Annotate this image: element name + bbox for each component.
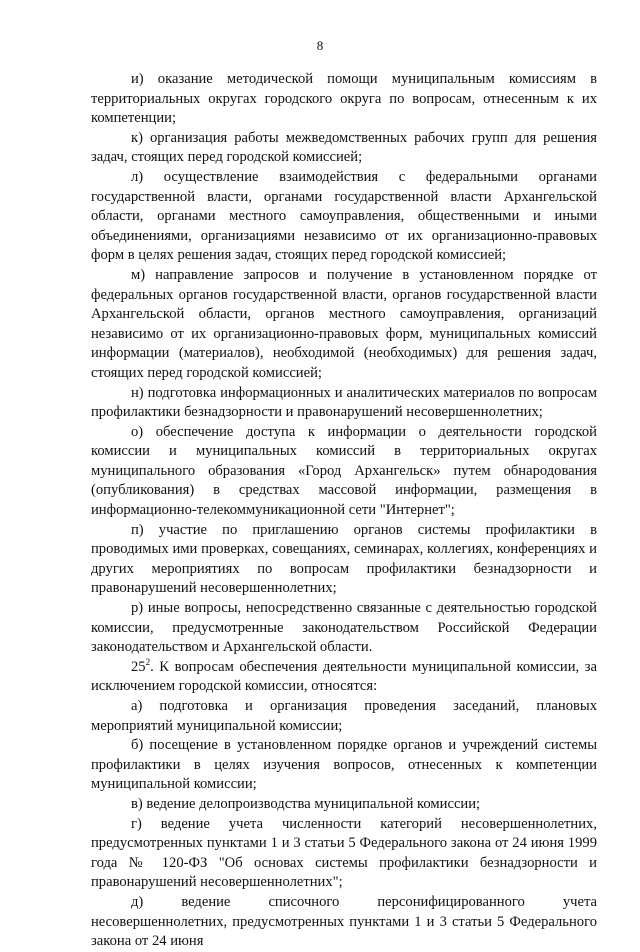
paragraph-item-a: а) подготовка и организация проведения заседаний, плановых мероприятий муниципальной комиссии;	[91, 698, 597, 734]
paragraph-item-n: н) подготовка информационных и аналитических материалов по вопросам профилактики безнадзорности и правонарушений несовершеннолетних;	[91, 384, 597, 421]
page-number: 8	[316, 38, 324, 53]
section-number: 25	[131, 658, 146, 675]
paragraph-item-p: п) участие по приглашению органов системы профилактики в проводимых ими проверках, совещаниях, семинарах, коллегиях, конференциях и других мероприятиях по вопросам профилактики безнадзорности и правонарушений несовершеннолетних;	[91, 521, 597, 597]
section-25-2-paragraph	[91, 658, 597, 697]
paragraph-item-i: и) оказание методической помощи муниципальным комиссиям в территориальных округах городского округа по вопросам, отнесенным к их компетенции;	[91, 71, 597, 127]
document-body	[91, 70, 597, 952]
paragraph-item-v: в) ведение делопроизводства муниципальной комиссии;	[131, 795, 481, 812]
section-superscript: 2	[145, 656, 151, 667]
paragraph-item-b: б) посещение в установленном порядке органов и учреждений системы профилактики в целях изучения вопросов, отнесенных к компетенции муниципальной комиссии;	[91, 737, 597, 793]
paragraph-item-r: р) иные вопросы, непосредственно связанные с деятельностью городской комиссии, предусмотренные законодательством Российской Федерации законодательством и Архангельской области.	[91, 600, 597, 656]
paragraph-item-g: г) ведение учета численности категорий несовершеннолетних, предусмотренных пунктами 1 и 3 статьи 5 Федерального закона от 24 июня 1999 года № 120-ФЗ "Об основах системы профилактики безнадзорности и правонарушений несовершеннолетних";	[91, 815, 597, 891]
paragraph-item-l: л) осуществление взаимодействия с федеральными органами государственной власти, органами государственной власти Архангельской области, органами местного самоуправления, общественными и иными объединениями, организациями независимо от их организационно-правовых форм в целях решения задач, стоящих перед городской комиссией;	[91, 168, 597, 264]
section-text: . К вопросам обеспечения деятельности муниципальной комиссии, за исключением городской комиссии, относятся:	[91, 658, 597, 695]
paragraph-item-d: д) ведение списочного персонифицированного учета несовершеннолетних, предусмотренных пунктами 1 и 3 статьи 5 Федерального закона от 24 июня	[91, 893, 597, 950]
paragraph-item-k: к) организация работы межведомственных рабочих групп для решения задач, стоящих перед городской комиссией;	[91, 129, 597, 166]
paragraph-item-o: о) обеспечение доступа к информации о деятельности городской комиссии и муниципальных комиссий в территориальных округах муниципального образования «Город Архангельск» путем обнародования (опубликования) в средствах массовой информации, размещения в информационно-телекоммуникационной сети "Интернет";	[91, 423, 597, 519]
paragraph-item-m: м) направление запросов и получение в установленном порядке от федеральных органов государственной власти, органов государственной власти Архангельской области, органов местного самоуправления, организаций независимо от их организационно-правовых форм, муниципальных комиссий информации (материалов), необходимой (необходимых) для решения задач, стоящих перед городской комиссией;	[91, 266, 597, 381]
